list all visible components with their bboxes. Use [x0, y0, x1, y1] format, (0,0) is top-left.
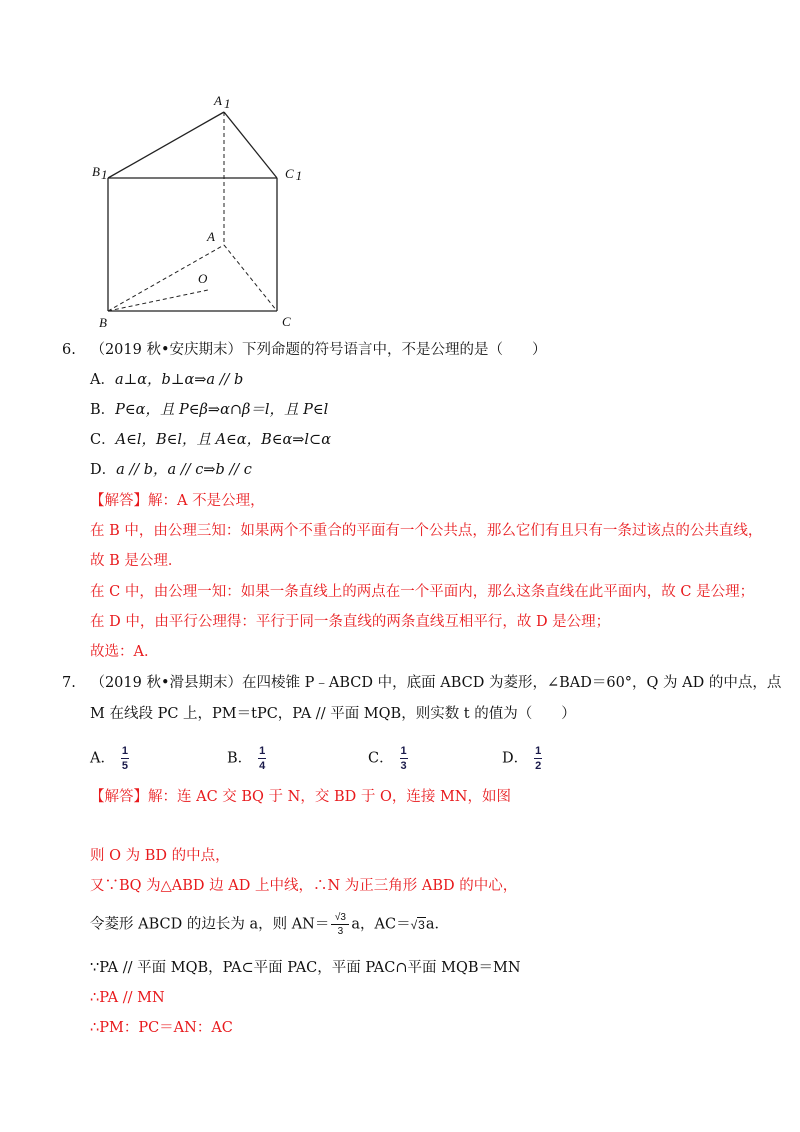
label-c1: C 1 [285, 166, 303, 183]
prism-diagram [90, 90, 320, 335]
answer-6-line-2: 在 B 中，由公理三知：如果两个不重合的平面有一个公共点，那么它们有且只有一条过该点的公共直线， [90, 523, 763, 539]
question-number: 6. [62, 342, 76, 358]
edge-a1-c1 [224, 112, 277, 178]
edge-b1-a1 [108, 112, 224, 178]
ac-sqrt: √3 [410, 917, 425, 932]
answer-7-line-1: 【解答】解：连 AC 交 BQ 于 N，交 BD 于 O，连接 MN，如图 [90, 789, 511, 805]
answer-7-o-midpoint: 则 O 为 BD 的中点， [90, 848, 230, 864]
prism-figure [90, 90, 320, 335]
label-a1: A 1 [214, 93, 231, 111]
edge-b-o-dashed [108, 290, 208, 311]
answer-6-line-5: 在 D 中，由平行公理得：平行于同一条直线的两条直线互相平行，故 D 是公理； [90, 614, 611, 630]
option-b: B． $\frac{1}{4}$ [227, 745, 266, 772]
option-d: D． $\frac{1}{2}$ [502, 745, 542, 772]
answer-6-line-3: 故 B 是公理． [90, 553, 183, 569]
question-source: （2019 秋•安庆期末） [90, 342, 243, 358]
option-c: C． $\frac{1}{3}$ [368, 745, 407, 772]
answer-7-centroid: 又∵BQ 为△ABD 边 AD 上中线，∴N 为正三角形 ABD 的中心， [90, 878, 518, 894]
option-a: A．a⊥α，b⊥α⇒a // b [90, 372, 244, 388]
label-b: B [99, 315, 107, 330]
answer-6-line-4: 在 C 中，由公理一知：如果一条直线上的两点在一个平面内，那么这条直线在此平面内，故 C 是公理； [90, 584, 755, 600]
option-c: C．A∈l，B∈l，且 A∈α，B∈α⇒l⊂α [90, 432, 331, 448]
answer-7-ratio: ∴PM：PC＝AN：AC [90, 1020, 233, 1036]
answer-6-line-6: 故选：A． [90, 644, 159, 660]
question-7-options [90, 739, 710, 775]
answer-6-line-1: 【解答】解：A 不是公理， [90, 493, 265, 509]
an-fraction: $\frac{√3}{3}$ [331, 912, 349, 937]
answer-7-side-length: 令菱形 ABCD 的边长为 a，则 AN＝ $\frac{√3}{3}$ a，AC＝√3a． [90, 912, 450, 937]
option-d: D．a // b，a // c⇒b // c [90, 462, 252, 478]
answer-tag: 【解答】 [90, 493, 148, 509]
answer-tag: 【解答】 [90, 789, 148, 805]
question-source: （2019 秋•滑县期末） [90, 675, 243, 691]
question-text: 下列命题的符号语言中，不是公理的是（ ） [242, 342, 547, 358]
label-c: C [282, 314, 291, 329]
answer-7-parallel-result: ∴PA // MN [90, 990, 165, 1006]
answer-7-parallel-given: ∵PA // 平面 MQB，PA⊂平面 PAC，平面 PAC∩平面 MQB＝MN [90, 960, 521, 976]
question-6-stem [62, 340, 547, 360]
option-a: A． $\frac{1}{5}$ [90, 745, 129, 772]
question-7-stem-line-2: M 在线段 PC 上，PM＝tPC，PA // 平面 MQB，则实数 t 的值为（ ） [90, 706, 576, 722]
edge-a-c-dashed [224, 245, 277, 311]
option-b: B．P∈α，且 P∈β⇒α∩β＝l，且 P∈l [90, 402, 329, 418]
question-number: 7. [62, 675, 76, 691]
label-a: A [207, 229, 215, 244]
label-b1: B1 [92, 164, 108, 182]
question-7-stem-line-1: 7. （2019 秋•滑县期末）在四棱锥 P﹣ABCD 中，底面 ABCD 为菱形，∠BAD＝60°，Q 为 AD 的中点，点 [62, 675, 782, 691]
label-o: O [198, 271, 208, 286]
